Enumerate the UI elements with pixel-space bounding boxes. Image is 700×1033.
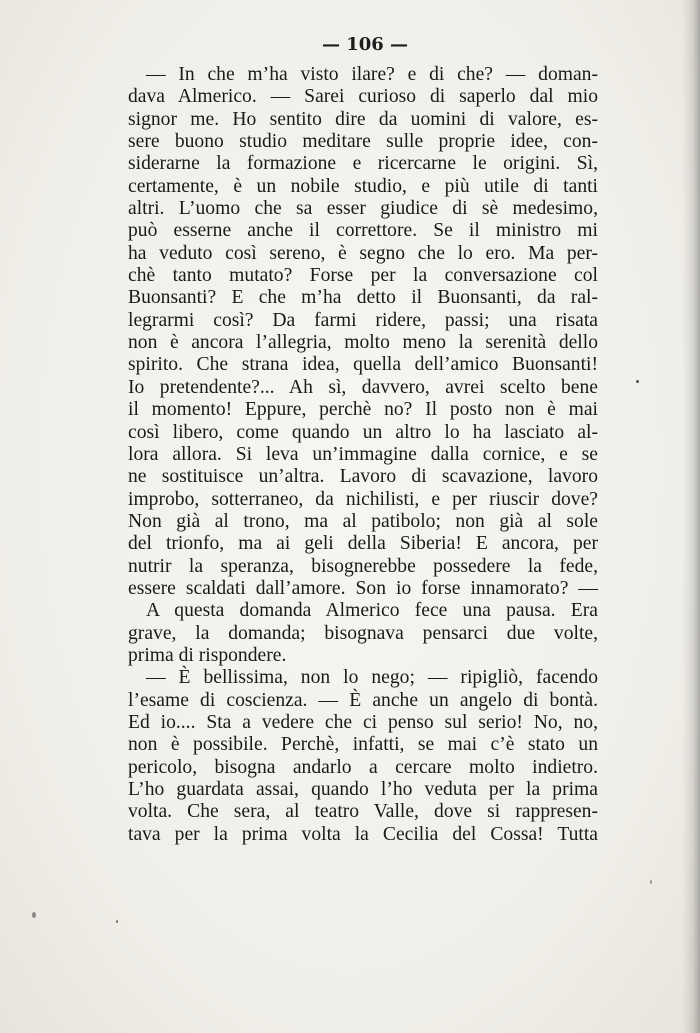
text-line: non è ancora l’allegria, molto meno la serenità dello <box>128 332 598 354</box>
text-line: ne sostituisce un’altra. Lavoro di scavazione, lavoro <box>128 466 598 488</box>
text-line: Ed io.... Sta a vedere che ci penso sul serio! No, no, <box>128 711 598 733</box>
text-line: signor me. Ho sentito dire da uomini di valore, es- <box>128 108 598 130</box>
body-text <box>128 64 598 846</box>
text-line: prima di rispondere. <box>128 644 287 666</box>
paragraph-2 <box>128 600 598 667</box>
scan-speck <box>650 880 652 884</box>
text-line: lora allora. Si leva un’immagine dalla cornice, e se <box>128 443 598 465</box>
text-line: sere buono studio meditare sulle proprie idee, con- <box>128 131 598 153</box>
text-line: così libero, come quando un altro lo ha lasciato al- <box>128 421 598 443</box>
text-line: può esserne anche il correttore. Se il ministro mi <box>128 220 598 242</box>
text-line: Io pretendente?... Ah sì, davvero, avrei scelto bene <box>128 376 598 398</box>
text-line: improbo, sotterraneo, da nichilisti, e per riuscir dove? <box>128 488 598 510</box>
text-line: volta. Che sera, al teatro Valle, dove si rappresen- <box>128 801 598 823</box>
text-line: — In che m’ha visto ilare? e di che? — doman- <box>146 64 598 85</box>
text-line: A questa domanda Almerico fece una pausa. Era <box>146 600 598 622</box>
text-line: Non già al trono, ma al patibolo; non già al sole <box>128 510 598 532</box>
scan-speck <box>636 380 639 383</box>
text-line: l’esame di coscienza. — È anche un angelo di bontà. <box>128 689 598 711</box>
text-line: il momento! Eppure, perchè no? Il posto non è mai <box>128 399 598 421</box>
text-line: nutrir la speranza, bisognerebbe possedere la fede, <box>128 555 598 577</box>
page-number: — 106 — <box>321 34 409 55</box>
text-line: — È bellissima, non lo nego; — ripigliò, facendo <box>146 667 598 689</box>
text-line: siderarne la formazione e ricercarne le origini. Sì, <box>128 153 598 175</box>
text-line: pericolo, bisogna andarlo a cercare molto indietro. <box>128 756 598 778</box>
text-line: altri. L’uomo che sa esser giudice di sè medesimo, <box>128 198 598 220</box>
text-line: non è possibile. Perchè, infatti, se mai c’è stato un <box>128 734 598 756</box>
text-line: spirito. Che strana idea, quella dell’amico Buonsanti! <box>128 354 598 376</box>
paragraph-1 <box>128 64 598 600</box>
text-line: del trionfo, ma ai geli della Siberia! E ancora, per <box>128 533 598 555</box>
page-gutter-shadow <box>682 0 700 1033</box>
text-line: tava per la prima volta la Cecilia del Cossa! Tutta <box>128 823 598 845</box>
text-line: certamente, è un nobile studio, e più utile di tanti <box>128 175 598 197</box>
text-line: chè tanto mutato? Forse per la conversazione col <box>128 265 598 287</box>
scan-speck <box>32 912 36 918</box>
text-line: grave, la domanda; bisognava pensarci due volte, <box>128 622 598 644</box>
scan-speck <box>116 920 118 923</box>
text-line: essere scaldati dall’amore. Son io forse innamorato? — <box>128 577 598 599</box>
paragraph-3 <box>128 667 598 846</box>
text-line: ha veduto così sereno, è segno che lo ero. Ma per- <box>128 242 598 264</box>
text-line: Buonsanti? E che m’ha detto il Buonsanti, da ral- <box>128 287 598 309</box>
text-line: L’ho guardata assai, quando l’ho veduta per la prima <box>128 779 598 800</box>
text-line: legrarmi così? Da farmi ridere, passi; una risata <box>128 309 598 331</box>
text-line: dava Almerico. — Sarei curioso di saperlo dal mio <box>128 86 598 108</box>
